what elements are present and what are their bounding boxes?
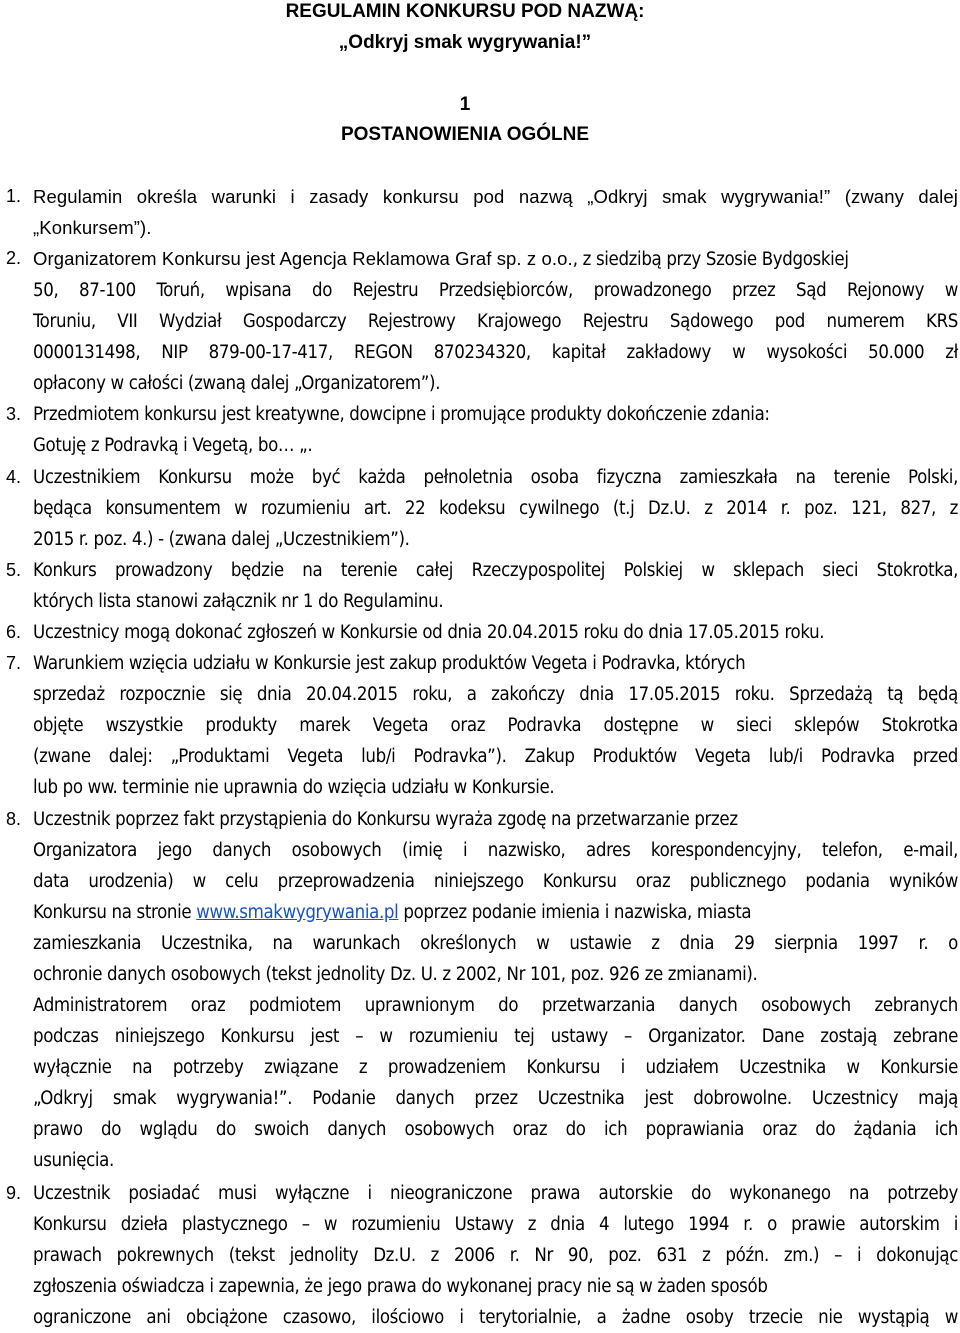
item-number: 3. <box>6 404 22 424</box>
section-title: POSTANOWIENIA OGÓLNE <box>340 124 590 145</box>
item-text: Warunkiem wzięcia udziału w Konkursie jest zakup produktów Vegeta i Podravka, których sprzedaż rozpocznie się dnia 20.04.2015 roku, a zakończy dnia 17.05.2015 roku. Sprzedażą tą będą objęte wszystkie produkty marek Vegeta oraz Podravka dostępne w sieci sklepów Stokrotka (zwane dalej: „Produktami Vegeta lub/i Podravka”). Zakup Produktów Vegeta lub/i Podravka przed lub po ww. terminie nie uprawnia do wzięcia udziału w Konkursie. <box>33 653 958 798</box>
item-text: Organizatorem Konkursu jest Agencja Reklamowa Graf sp. z o.o., z siedzibą przy Szosie Bydgoskiej 50, 87-100 Toruń, wpisana do Rejestru Przedsiębiorców, prowadzonego przez Sąd Rejonowy w Toruniu, VII Wydział Gospodarczy Rejestrowy Krajowego Rejestru Sądowego pod numerem KRS 0000131498, NIP 879-00-17-417, REGON 870234320, kapitał zakładowy w wysokości 50.000 zł opłacony w całości (zwaną dalej „Organizatorem”). <box>33 248 958 394</box>
item-text: Uczestnikiem Konkursu może być każda pełnoletnia osoba fizyczna zamieszkała na terenie Polski, będąca konsumentem w rozumieniu art. 22 kodeksu cywilnego (t.j Dz.U. z 2014 r. poz. 121, 827, z 2015 r. poz. 4.) - (zwana dalej „Uczestnikiem”). <box>33 467 958 550</box>
list-item <box>6 804 958 1176</box>
item-text: Przedmiotem konkursu jest kreatywne, dowcipne i promujące produkty dokończenie zdania: Gotuję z Podravką i Vegetą, bo… „. <box>33 404 770 456</box>
item-text: Uczestnicy mogą dokonać zgłoszeń w Konkursie od dnia 20.04.2015 roku do dnia 17.05.2015 roku. <box>33 622 825 643</box>
item-text: Konkurs prowadzony będzie na terenie całej Rzeczypospolitej Polskiej w sklepach sieci Stokrotka, których lista stanowi załącznik nr 1 do Regulaminu. <box>33 560 958 612</box>
contest-name: „Odkryj smak wygrywania!” <box>338 32 592 53</box>
item-number: 7. <box>6 653 22 673</box>
item-number: 6. <box>6 622 22 642</box>
item-text: Uczestnik poprzez fakt przystąpienia do Konkursu wyraża zgodę na przetwarzanie przez Organizatora jego danych osobowych (imię i nazwisko, adres korespondencyjny, telefon, e-mail, data urodzenia) w celu przeprowadzenia niniejszego Konkursu oraz publicznego podania wyników Konkursu na stronie www.smakwygrywania.pl poprzez podanie imienia i nazwiska, miasta zamieszkania Uczestnika, na warunkach określonych w ustawie z dnia 29 sierpnia 1997 r. o ochronie danych osobowych (tekst jednolity Dz. U. z 2002, Nr 101, poz. 926 ze zmianami). Administratorem oraz podmiotem uprawnionym do przetwarzania danych osobowych zebranych podczas niniejszego Konkursu jest – w rozumieniu tej ustawy – Organizator. Dane zostają zebrane wyłącznie na potrzeby związane z prowadzeniem Konkursu i udziałem Uczestnika w Konkursie „Odkryj smak wygrywania!”. Podanie danych przez Uczestnika jest dobrowolne. Uczestnicy mają prawo do wglądu do swoich danych osobowych oraz do ich poprawiania oraz do żądania ich usunięcia. <box>33 809 958 1171</box>
list-item <box>6 1178 958 1333</box>
item-number: 2. <box>6 248 22 268</box>
list-item <box>6 648 958 803</box>
item-text: Uczestnik posiadać musi wyłączne i nieograniczone prawa autorskie do wykonanego na potrzeby Konkursu dzieła plastycznego – w rozumieniu Ustawy z dnia 4 lutego 1994 r. o prawie autorskim i prawach pokrewnych (tekst jednolity Dz.U. z 2006 r. Nr 90, poz. 631 z późn. zm.) – i dokonując zgłoszenia oświadcza i zapewnia, że jego prawa do wykonanej pracy nie są w żaden sposób ograniczone ani obciążone czasowo, ilościowo i terytorialnie, a żadne osoby trzecie nie wystąpią w <box>33 1183 958 1328</box>
item-number: 9. <box>6 1183 22 1203</box>
list-item <box>6 462 958 555</box>
item-number: 8. <box>6 809 22 829</box>
item-number: 5. <box>6 560 22 580</box>
item-text: Regulamin określa warunki i zasady konkursu pod nazwą „Odkryj smak wygrywania!” (zwany dalej „Konkursem”). <box>33 186 958 238</box>
list-item <box>6 617 958 648</box>
list-item <box>6 181 958 243</box>
list-item <box>6 243 958 399</box>
item-number: 4. <box>6 467 22 487</box>
item-number: 1. <box>6 186 22 206</box>
list-item <box>6 555 958 617</box>
website-link[interactable]: www.smakwygrywania.pl <box>196 902 399 923</box>
section-number: 1 <box>459 94 471 115</box>
list-item <box>6 399 958 461</box>
document-title: REGULAMIN KONKURSU POD NAZWĄ: <box>285 1 645 22</box>
